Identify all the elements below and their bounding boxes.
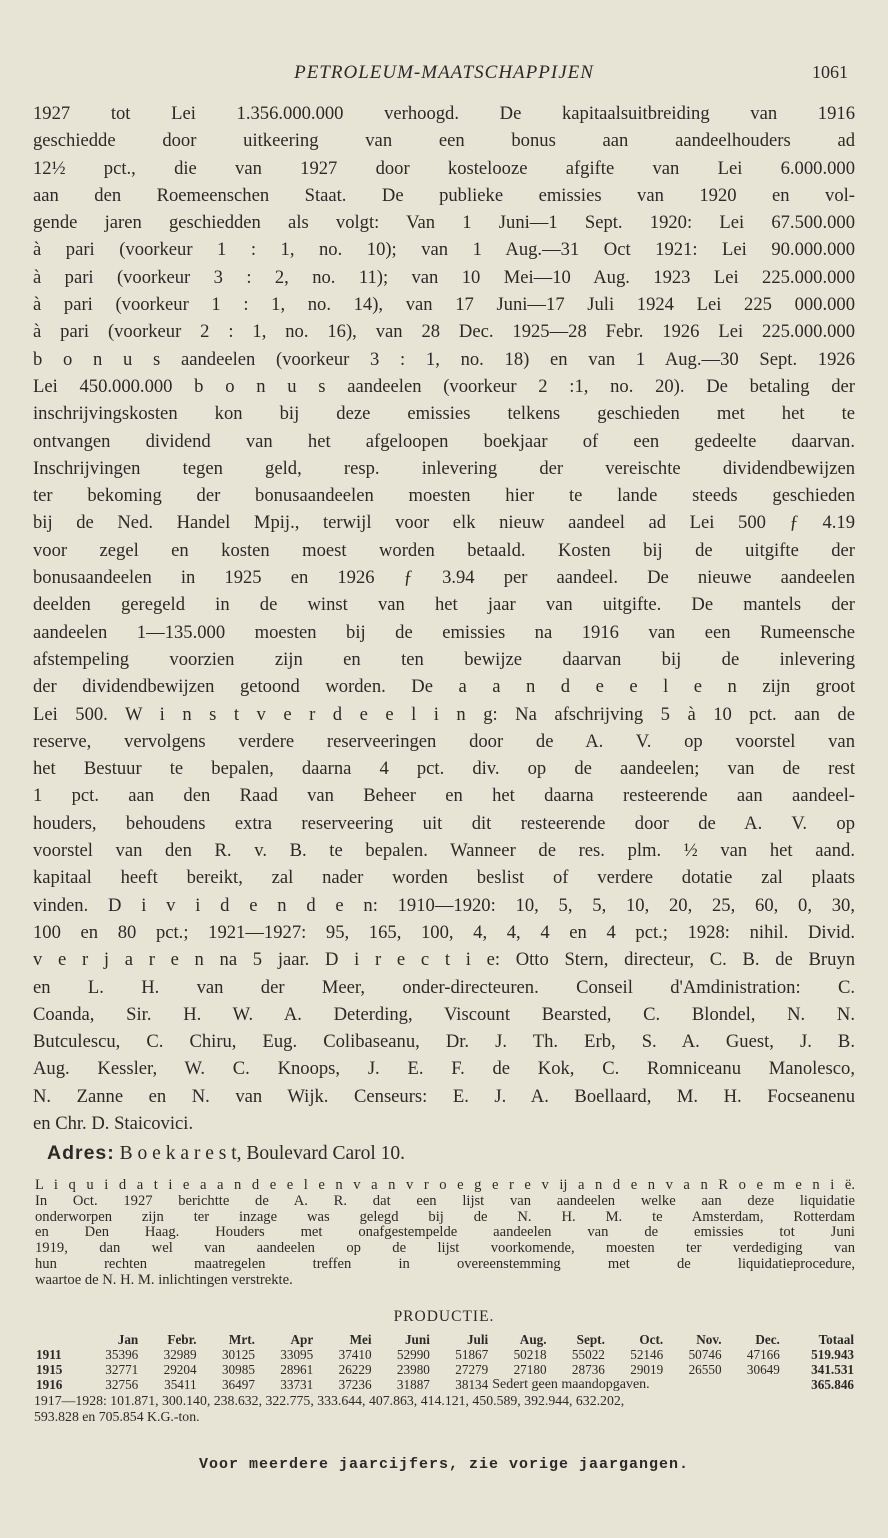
address-text: B o e k a r e s t, Boulevard Carol 10. xyxy=(119,1143,406,1164)
table-cell: 29019 xyxy=(630,1362,664,1377)
body-line: en Chr. D. Staicovici. xyxy=(33,1112,194,1134)
table-cell: 50746 xyxy=(688,1347,722,1362)
table-cell: 28736 xyxy=(571,1362,605,1377)
note-line: en Den Haag. Houders met onafgestempelde aandeelen van de emissies tot Juni xyxy=(35,1225,855,1241)
note-line: hun rechten maatregelen treffen in overeenstemming met de liquidatieprocedure, xyxy=(35,1256,855,1272)
body-line: Inschrijvingen tegen geld, resp. inlevering der vereischte dividendbewijzen xyxy=(33,457,855,479)
body-line: b o n u s aandeelen (voorkeur 3 : 1, no. 18) en van 1 Aug.—30 Sept. 1926 xyxy=(33,348,855,370)
table-cell: 365.846 xyxy=(811,1377,854,1392)
column-header: Oct. xyxy=(639,1332,664,1347)
body-line: à pari (voorkeur 1 : 1, no. 14), van 17 Juni—17 Juli 1924 Lei 225 000.000 xyxy=(33,294,855,316)
address-line xyxy=(47,1140,405,1167)
table-cell: 1911 xyxy=(36,1347,62,1362)
production-header-row xyxy=(34,1332,856,1347)
body-line: der dividendbewijzen getoond worden. De a a n d e e l e n zijn groot xyxy=(33,676,855,698)
body-line: v e r j a r e n na 5 jaar. D i r e c t i e: Otto Stern, directeur, C. B. de Bruyn xyxy=(33,949,855,971)
table-cell: 55022 xyxy=(571,1347,605,1362)
column-header: Aug. xyxy=(519,1332,547,1347)
column-header: Mei xyxy=(349,1332,372,1347)
note-line: L i q u i d a t i e a a n d e e l e n v a n v r o e g e r e v ij a n d e n v a n R o e m e n i ë. xyxy=(35,1178,855,1193)
table-cell: 30125 xyxy=(221,1347,255,1362)
table-cell: 23980 xyxy=(396,1362,430,1377)
column-header: Sept. xyxy=(576,1332,605,1347)
column-header: Nov. xyxy=(696,1332,722,1347)
body-line: reserve, vervolgens verdere reserveeringen door de A. V. op voorstel van xyxy=(33,730,855,752)
table-row xyxy=(34,1347,856,1362)
table-cell: 31887 xyxy=(396,1377,430,1392)
body-line: Butculescu, C. Chiru, Eug. Colibaseanu, Dr. J. Th. Erb, S. A. Guest, J. B. xyxy=(33,1031,855,1053)
table-cell: 27180 xyxy=(513,1362,547,1377)
body-line: het Bestuur te bepalen, daarna 4 pct. div. op de aandeelen; van de rest xyxy=(33,758,855,780)
body-line: Lei 450.000.000 b o n u s aandeelen (voorkeur 2 :1, no. 20). De betaling der xyxy=(33,375,855,397)
body-line: voor zegel en kosten moest worden betaald. Kosten bij de uitgifte der xyxy=(33,539,855,561)
body-line: à pari (voorkeur 2 : 1, no. 16), van 28 Dec. 1925—28 Febr. 1926 Lei 225.000.000 xyxy=(33,321,855,343)
body-line: vinden. D i v i d e n d e n: 1910—1920: 10, 5, 5, 10, 20, 25, 60, 0, 30, xyxy=(33,894,855,916)
body-line: Coanda, Sir. H. W. A. Deterding, Viscount Bearsted, C. Blondel, N. N. xyxy=(33,1003,855,1025)
address-label: Adres: xyxy=(47,1142,115,1164)
body-line: aan den Roemeenschen Staat. De publieke emissies van 1920 en vol- xyxy=(33,184,855,206)
table-cell: 32989 xyxy=(163,1347,197,1362)
table-cell: 519.943 xyxy=(811,1347,854,1362)
table-cell: 47166 xyxy=(746,1347,780,1362)
body-line: bij de Ned. Handel Mpij., terwijl voor elk nieuw aandeel ad Lei 500 ƒ 4.19 xyxy=(33,512,855,534)
body-line: à pari (voorkeur 1 : 1, no. 10); van 1 Aug.—31 Oct 1921: Lei 90.000.000 xyxy=(33,239,855,261)
table-cell: 33731 xyxy=(280,1377,314,1392)
body-line: à pari (voorkeur 3 : 2, no. 11); van 10 Mei—10 Aug. 1923 Lei 225.000.000 xyxy=(33,266,855,288)
note-line: 1919, dan wel van aandeelen op de lijst voorkomende, moesten ter verdediging van xyxy=(35,1241,855,1257)
table-cell: 37236 xyxy=(338,1377,372,1392)
table-cell: 37410 xyxy=(338,1347,372,1362)
table-cell: 32771 xyxy=(105,1362,139,1377)
table-cell: 33095 xyxy=(280,1347,314,1362)
production-summary-line: 1917—1928: 101.871, 300.140, 238.632, 322.775, 333.644, 407.863, 414.121, 450.589, 392.944, 632.202, xyxy=(34,1393,625,1408)
table-cell: 1916 xyxy=(36,1377,63,1392)
table-cell: 341.531 xyxy=(811,1362,854,1377)
table-cell: Sedert geen maandopgaven. xyxy=(492,1377,650,1392)
body-line: voorstel van den R. v. B. te bepalen. Wanneer de res. plm. ½ van het aand. xyxy=(33,840,855,862)
body-line: afstempeling voorzien zijn en ten bewijze daarvan bij de inlevering xyxy=(33,648,855,670)
table-cell: 38134 xyxy=(455,1377,489,1392)
column-header: Febr. xyxy=(167,1332,197,1347)
column-header: Mrt. xyxy=(228,1332,255,1347)
body-line: 12½ pct., die van 1927 door kostelooze afgifte van Lei 6.000.000 xyxy=(33,157,855,179)
table-cell: 35411 xyxy=(164,1377,197,1392)
note-line: onderworpen zijn ter inzage was gelegd bij de N. H. M. te Amsterdam, Rotterdam xyxy=(35,1209,855,1225)
body-line: houders, behoudens extra reserveering uit dit resteerende door de A. V. op xyxy=(33,812,855,834)
body-line: 1 pct. aan den Raad van Beheer en het daarna resteerende aan aandeel- xyxy=(33,785,855,807)
production-title: PRODUCTIE. xyxy=(393,1308,495,1325)
table-cell: 30649 xyxy=(746,1362,780,1377)
body-line: geschiedde door uitkeering van een bonus aan aandeelhouders ad xyxy=(33,130,855,152)
table-row xyxy=(34,1377,856,1392)
column-header: Dec. xyxy=(755,1332,780,1347)
footer-note: Voor meerdere jaarcijfers, zie vorige jaargangen. xyxy=(198,1456,690,1473)
column-header: Jan xyxy=(117,1332,139,1347)
body-line: ter bekoming der bonusaandeelen moesten hier te lande steeds geschieden xyxy=(33,485,855,507)
body-line: 100 en 80 pct.; 1921—1927: 95, 165, 100, 4, 4, 4 en 4 pct.; 1928: nihil. Divid. xyxy=(33,921,855,943)
body-text xyxy=(33,100,855,1137)
table-cell: 52146 xyxy=(630,1347,664,1362)
body-line: deelden geregeld in de winst van het jaar van uitgifte. De mantels der xyxy=(33,594,855,616)
column-header: Totaal xyxy=(818,1332,854,1347)
body-line: Aug. Kessler, W. C. Knoops, J. E. F. de Kok, C. Romniceanu Manolesco, xyxy=(33,1058,855,1080)
body-line: kapitaal heeft bereikt, zal nader worden beslist of verdere dotatie zal plaats xyxy=(33,867,855,889)
table-cell: 36497 xyxy=(221,1377,255,1392)
body-line: Lei 500. W i n s t v e r d e e l i n g: Na afschrijving 5 à 10 pct. aan de xyxy=(33,703,855,725)
page-number: 1061 xyxy=(812,62,848,82)
column-header xyxy=(34,1332,82,1347)
liquidation-note xyxy=(35,1178,855,1289)
table-cell: 1915 xyxy=(36,1362,63,1377)
body-line: N. Zanne en N. van Wijk. Censeurs: E. J. A. Boellaard, M. H. Focseanenu xyxy=(33,1085,855,1107)
table-cell: 52990 xyxy=(396,1347,430,1362)
column-header: Apr xyxy=(290,1332,314,1347)
running-title: PETROLEUM-MAATSCHAPPIJEN xyxy=(294,62,594,83)
note-line: waartoe de N. H. M. inlichtingen verstrekte. xyxy=(35,1272,293,1288)
table-cell: 32756 xyxy=(105,1377,139,1392)
body-line: 1927 tot Lei 1.356.000.000 verhoogd. De kapitaalsuitbreiding van 1916 xyxy=(33,103,855,124)
table-cell: 35396 xyxy=(105,1347,139,1362)
table-cell: 51867 xyxy=(455,1347,489,1362)
table-cell: 27279 xyxy=(455,1362,489,1377)
body-line: bonusaandeelen in 1925 en 1926 ƒ 3.94 per aandeel. De nieuwe aandeelen xyxy=(33,567,855,589)
production-table xyxy=(34,1332,856,1392)
table-cell: 50218 xyxy=(513,1347,547,1362)
table-cell: 26550 xyxy=(688,1362,722,1377)
body-line: gende jaren geschiedden als volgt: Van 1 Juni—1 Sept. 1920: Lei 67.500.000 xyxy=(33,212,855,234)
body-line: en L. H. van der Meer, onder-directeuren. Conseil d'Amdinistration: C. xyxy=(33,976,855,998)
note-line: In Oct. 1927 berichtte de A. R. dat een lijst van aandeelen welke aan deze liquidatie xyxy=(35,1193,855,1209)
table-cell: 30985 xyxy=(221,1362,255,1377)
body-line: aandeelen 1—135.000 moesten bij de emissies na 1916 van een Rumeensche xyxy=(33,621,855,643)
column-header: Juli xyxy=(466,1332,489,1347)
table-cell: 28961 xyxy=(280,1362,314,1377)
production-summary-line: 593.828 en 705.854 K.G.-ton. xyxy=(34,1409,200,1424)
body-line: ontvangen dividend van het afgeloopen boekjaar of een gedeelte daarvan. xyxy=(33,430,855,452)
table-cell: 29204 xyxy=(163,1362,197,1377)
column-header: Juni xyxy=(404,1332,430,1347)
body-line: inschrijvingskosten kon bij deze emissies telkens geschieden met het te xyxy=(33,403,855,425)
table-row xyxy=(34,1362,856,1377)
table-cell: 26229 xyxy=(338,1362,372,1377)
